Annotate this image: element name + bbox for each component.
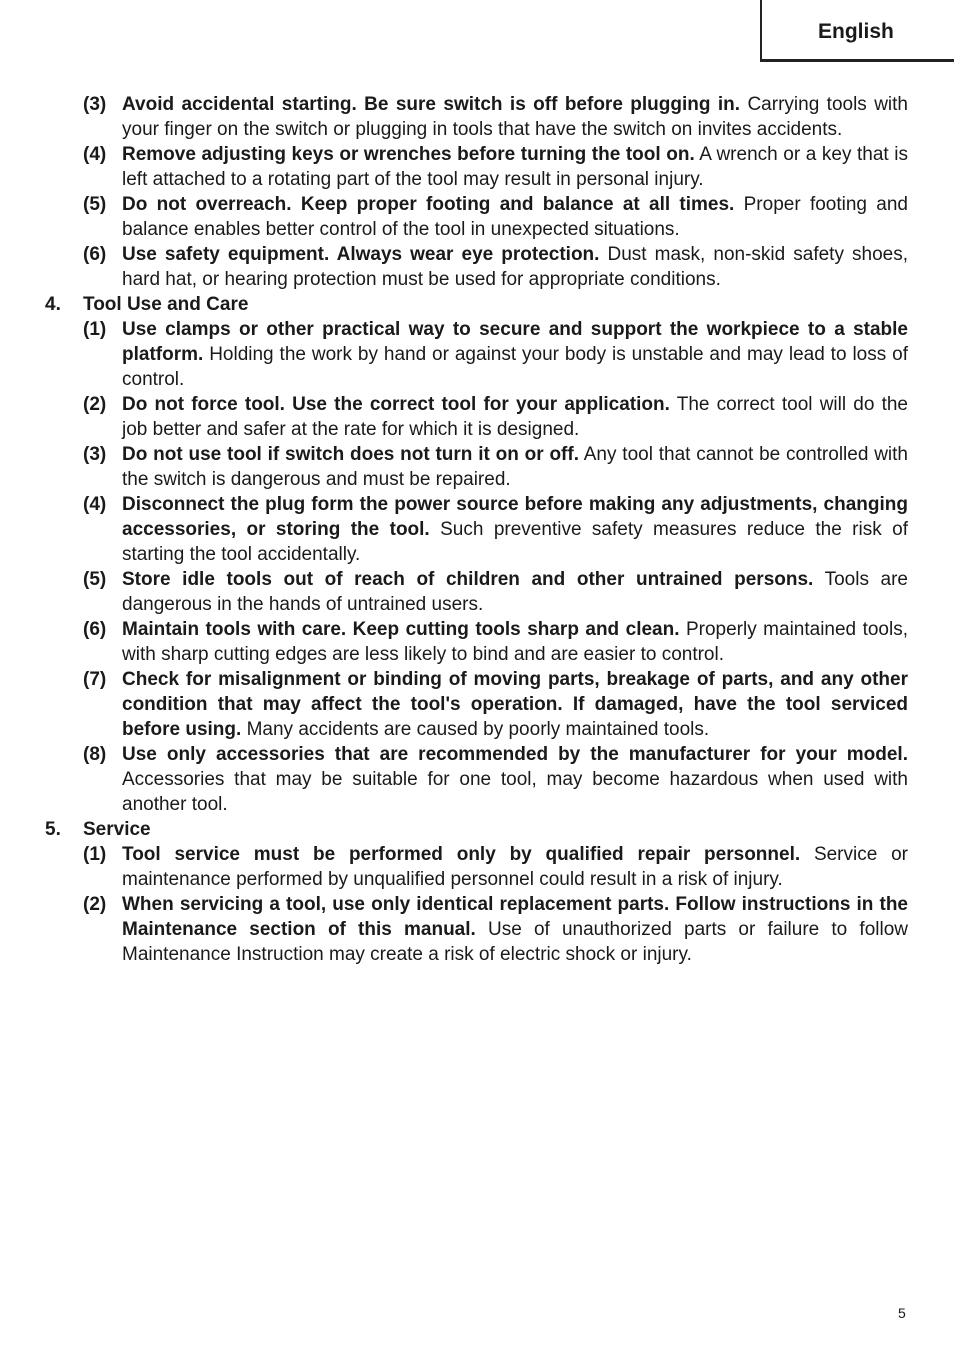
- item-emphasis: Use only accessories that are recommended by the manufacturer for your model.: [122, 744, 908, 765]
- item-text: Any tool that cannot be controlled with the switch is dangerous and must be repaired.: [122, 444, 908, 490]
- list-item: [83, 242, 909, 292]
- item-number: (1): [83, 844, 107, 865]
- item-number: (6): [83, 619, 107, 640]
- item-text: Accessories that may be suitable for one tool, may become hazardous when used with another tool.: [122, 769, 908, 815]
- item-body: [122, 317, 908, 392]
- item-number: (5): [83, 569, 107, 590]
- item-number: (2): [83, 894, 107, 915]
- item-number: (4): [83, 494, 107, 515]
- section-heading: [45, 817, 908, 842]
- item-body: [122, 667, 908, 742]
- list-item: [83, 192, 908, 242]
- item-body: [122, 892, 908, 967]
- item-emphasis: Store idle tools out of reach of children and other untrained persons.: [122, 569, 814, 590]
- item-body: [122, 242, 908, 292]
- page-number: 5: [898, 1305, 906, 1321]
- list-item: [83, 617, 908, 667]
- item-emphasis: Tool Use and Care: [83, 294, 249, 315]
- item-emphasis: When servicing a tool, use only identical replacement parts. Follow instructions in the Maintenance section of this manual.: [122, 894, 908, 940]
- list-item: [83, 742, 908, 817]
- list-item: [83, 142, 909, 192]
- list-item: [83, 92, 908, 142]
- item-number: (2): [83, 394, 107, 415]
- item-number: (8): [83, 744, 107, 765]
- item-body: [122, 392, 908, 442]
- item-text: Tools are dangerous in the hands of untrained users.: [122, 569, 909, 615]
- item-emphasis: Remove adjusting keys or wrenches before turning the tool on.: [122, 144, 695, 165]
- item-emphasis: Service: [83, 819, 151, 840]
- item-number: (7): [83, 669, 107, 690]
- safety-instructions: [0, 92, 954, 967]
- item-emphasis: Do not use tool if switch does not turn it on or off.: [122, 444, 579, 465]
- item-text: Many accidents are caused by poorly maintained tools.: [241, 719, 710, 740]
- item-emphasis: Disconnect the plug form the power source before making any adjustments, changing accessories, or storing the tool.: [122, 494, 908, 540]
- item-body: [122, 742, 908, 817]
- item-number: (1): [83, 319, 107, 340]
- item-emphasis: Use clamps or other practical way to secure and support the workpiece to a stable platform.: [122, 319, 908, 365]
- item-number: 4.: [45, 294, 61, 315]
- item-text: The correct tool will do the job better and safer at the rate for which it is designed.: [122, 394, 908, 440]
- item-text: Use of unauthorized parts or failure to follow Maintenance Instruction may create a risk of electric shock or injury.: [122, 919, 908, 965]
- list-item: [83, 392, 908, 442]
- item-body: [122, 442, 908, 492]
- list-item: [83, 567, 909, 617]
- language-label: English: [818, 20, 894, 43]
- item-text: Service or maintenance performed by unqualified personnel could result in a risk of injury.: [122, 844, 908, 890]
- list-item: [83, 667, 908, 742]
- item-emphasis: Do not overreach. Keep proper footing and balance at all times.: [122, 194, 735, 215]
- item-body: [122, 567, 908, 617]
- language-tab: [760, 0, 954, 62]
- item-number: (4): [83, 144, 107, 165]
- list-item: [83, 892, 908, 967]
- item-emphasis: Tool service must be performed only by qualified repair personnel.: [122, 844, 801, 865]
- item-emphasis: Use safety equipment. Always wear eye protection.: [122, 244, 600, 265]
- list-item: [83, 317, 908, 392]
- section-heading: [45, 292, 908, 317]
- item-number: (6): [83, 244, 107, 265]
- item-emphasis: Do not force tool. Use the correct tool for your application.: [122, 394, 670, 415]
- item-text: Carrying tools with your finger on the switch or plugging in tools that have the switch on invites accidents.: [122, 94, 908, 140]
- item-body: [122, 492, 908, 567]
- item-body: [122, 842, 908, 892]
- item-number: (3): [83, 94, 107, 115]
- item-text: A wrench or a key that is left attached to a rotating part of the tool may result in personal injury.: [122, 144, 909, 190]
- item-body: [83, 292, 908, 317]
- item-text: Holding the work by hand or against your body is unstable and may lead to loss of control.: [122, 344, 908, 390]
- item-emphasis: Avoid accidental starting. Be sure switch is off before plugging in.: [122, 94, 741, 115]
- item-body: [122, 192, 908, 242]
- list-item: [83, 492, 908, 567]
- item-emphasis: Maintain tools with care. Keep cutting tools sharp and clean.: [122, 619, 680, 640]
- item-number: 5.: [45, 819, 61, 840]
- item-number: (3): [83, 444, 107, 465]
- item-body: [122, 92, 908, 142]
- item-body: [122, 142, 908, 192]
- item-number: (5): [83, 194, 107, 215]
- item-body: [122, 617, 908, 667]
- item-emphasis: Check for misalignment or binding of moving parts, breakage of parts, and any other condition that may affect the tool's operation. If damaged, have the tool serviced before using.: [122, 669, 908, 740]
- list-item: [83, 842, 908, 892]
- item-text: Such preventive safety measures reduce the risk of starting the tool accidentally.: [122, 519, 908, 565]
- item-text: Proper footing and balance enables better control of the tool in unexpected situations.: [122, 194, 908, 240]
- item-text: Dust mask, non-skid safety shoes, hard hat, or hearing protection must be used for appropriate conditions.: [122, 244, 909, 290]
- item-body: [83, 817, 908, 842]
- list-item: [83, 442, 908, 492]
- item-text: Properly maintained tools, with sharp cutting edges are less likely to bind and are easier to control.: [122, 619, 908, 665]
